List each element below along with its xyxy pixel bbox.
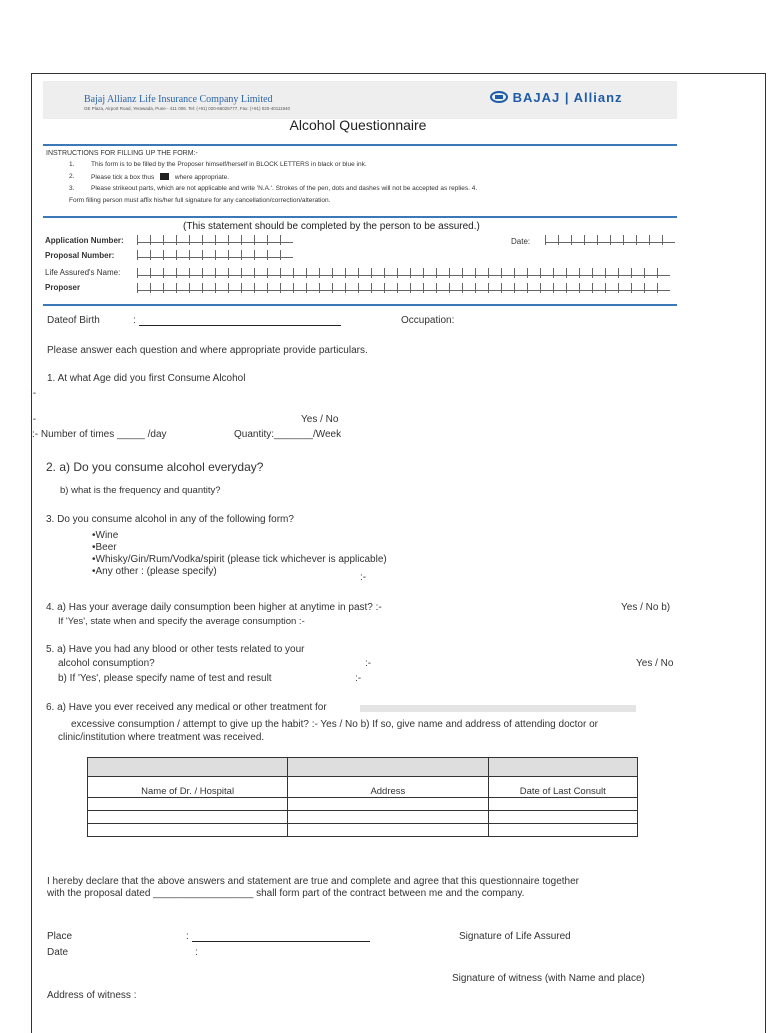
place-label: Place — [47, 931, 73, 942]
date-boxes[interactable] — [545, 232, 675, 243]
question-3-other-colon: :- — [360, 572, 367, 583]
question-1-colon-b: :- — [30, 414, 37, 425]
question-6a-line2: excessive consumption / attempt to give up the habit? :- Yes / No b) If so, give name and address of attending doctor or — [71, 719, 598, 730]
table-shaded-row — [88, 758, 638, 777]
instruction-3-num: 3. — [69, 185, 75, 192]
instruction-2-part-a: Please tick a box thus — [91, 174, 155, 181]
life-assured-name-label: Life Assured's Name: — [45, 268, 121, 277]
company-name: Bajaj Allianz Life Insurance Company Limited — [84, 94, 273, 105]
question-2b: b) what is the frequency and quantity? — [60, 485, 221, 496]
dob-line[interactable] — [139, 325, 341, 326]
place-colon: : — [186, 931, 189, 942]
question-3-options — [92, 530, 387, 578]
question-6a-line3: clinic/institution where treatment was received. — [58, 732, 265, 743]
option-beer[interactable]: • Beer — [92, 542, 387, 554]
proposer-label: Proposer — [45, 283, 81, 292]
table-row[interactable] — [88, 811, 638, 824]
instructions-heading: INSTRUCTIONS FOR FILLING UP THE FORM:- — [46, 150, 198, 157]
header-rule — [43, 144, 677, 146]
question-1-yes-no: Yes / No — [301, 414, 339, 425]
table-header-row — [88, 777, 638, 798]
instruction-2 — [91, 173, 229, 181]
question-2a: 2. a) Do you consume alcohol everyday? — [46, 460, 264, 474]
instruction-3: Please strikeout parts, which are not applicable and write 'N.A.'. Strokes of the pen, dots and dashes will not be accepted as replies. 4. — [91, 185, 478, 192]
company-address: GE Plaza, Airport Road, Yerawada, Pune - 411 006. Tel: (+91) 020-66026777, Fax: (+91) 020-40111940 — [84, 106, 291, 111]
signature-life-assured: Signature of Life Assured — [459, 931, 571, 942]
dob-label: Dateof Birth — [47, 315, 100, 326]
place-line[interactable] — [192, 941, 370, 942]
occupation-label: Occupation: — [401, 315, 455, 326]
question-1: 1. At what Age did you first Consume Alcohol — [47, 373, 246, 384]
question-4b: If 'Yes', state when and specify the average consumption :- — [58, 616, 305, 627]
logo-text: BAJAJ | Allianz — [512, 90, 623, 105]
question-5b-colon: :- — [355, 673, 362, 684]
instruction-1: This form is to be filled by the Proposer himself/herself in BLOCK LETTERS in black or blue ink. — [91, 161, 367, 168]
statement-note: (This statement should be completed by the person to be assured.) — [183, 221, 480, 232]
column-address: Address — [288, 777, 488, 798]
question-3: 3. Do you consume alcohol in any of the following form? — [46, 514, 294, 525]
address-witness-label: Address of witness : — [47, 990, 137, 1001]
instruction-2-num: 2. — [69, 173, 75, 180]
question-5a-colon: :- — [365, 658, 372, 669]
question-6-shade — [360, 705, 636, 712]
declaration-line2: with the proposal dated __________________ shall form part of the contract between me and the company. — [47, 888, 525, 899]
question-1-quantity: Quantity:_______/Week — [234, 429, 342, 440]
tick-box-icon — [160, 173, 169, 180]
fields-rule — [43, 304, 677, 306]
proposer-boxes[interactable] — [137, 280, 670, 291]
bajaj-emblem-icon — [490, 91, 508, 103]
question-5a-line2: alcohol consumption? — [58, 658, 155, 669]
table-row[interactable] — [88, 798, 638, 811]
proposal-number-boxes[interactable] — [137, 247, 293, 258]
treatment-table — [87, 757, 638, 837]
question-5-yes-no: Yes / No — [636, 658, 674, 669]
life-assured-name-boxes[interactable] — [137, 265, 670, 276]
application-number-boxes[interactable] — [137, 232, 293, 243]
question-5b: b) If 'Yes', please specify name of test and result — [58, 673, 272, 684]
column-date-last-consult: Date of Last Consult — [488, 777, 638, 798]
intro-text: Please answer each question and where appropriate provide particulars. — [47, 345, 368, 356]
bajaj-allianz-logo — [490, 90, 623, 105]
option-spirits[interactable]: • Whisky/Gin/Rum/Vodka/spirit (please tick whichever is applicable) — [92, 554, 387, 566]
question-5a-line1: 5. a) Have you had any blood or other tests related to your — [46, 644, 305, 655]
dob-colon: : — [133, 315, 136, 326]
question-1-colon-a: :- — [30, 388, 37, 399]
form-title: Alcohol Questionnaire — [289, 117, 427, 133]
question-4a: 4. a) Has your average daily consumption been higher at anytime in past? :- — [46, 602, 382, 613]
option-wine[interactable]: • Wine — [92, 530, 387, 542]
option-other[interactable]: • Any other : (please specify) — [92, 566, 387, 578]
date-label: Date: — [511, 237, 531, 246]
table-row[interactable] — [88, 824, 638, 837]
question-1-number-of-times: :- Number of times _____ /day — [32, 429, 167, 440]
application-number-label: Application Number: — [45, 236, 124, 245]
date-footer-colon: : — [195, 947, 198, 958]
question-4-yes-no: Yes / No b) — [621, 602, 671, 613]
statement-rule — [43, 216, 677, 218]
proposal-number-label: Proposal Number: — [45, 251, 115, 260]
instruction-1-num: 1. — [69, 161, 75, 168]
instruction-4: Form filling person must affix his/her full signature for any cancellation/correction/alteration. — [69, 197, 331, 204]
question-6a: 6. a) Have you ever received any medical or other treatment for — [46, 702, 327, 713]
date-footer-label: Date — [47, 947, 69, 958]
declaration-line1: I hereby declare that the above answers and statement are true and complete and agree that this questionnaire together — [47, 876, 580, 887]
column-name-doctor: Name of Dr. / Hospital — [88, 777, 288, 798]
instruction-2-part-b: where appropriate. — [174, 174, 230, 181]
signature-witness: Signature of witness (with Name and place) — [452, 973, 645, 984]
